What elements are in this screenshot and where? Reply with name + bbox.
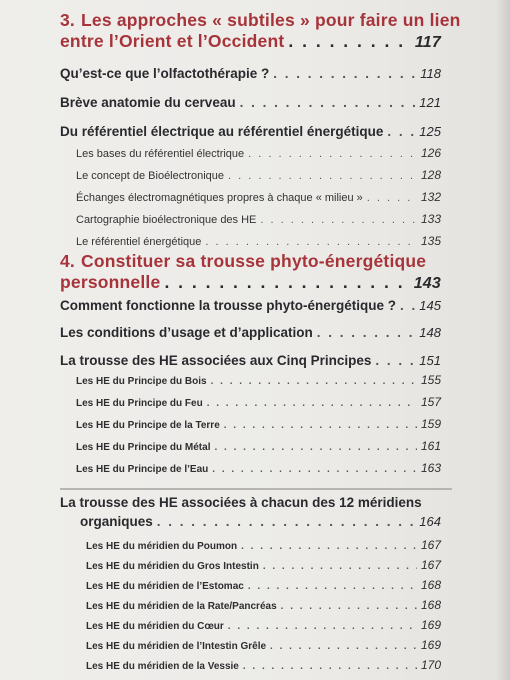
toc-subsection: Les HE du méridien de la Rate/Pancréas . . . 168	[86, 598, 441, 612]
chapter-4-title: Constituer sa trousse phyto-énergétique	[81, 251, 427, 271]
chapter-4-title-line1	[60, 251, 426, 272]
toc-section: organiques . . . 164	[80, 514, 441, 529]
leader-dots	[164, 272, 409, 293]
toc-section-multiline: La trousse des HE associées à chacun des 12 méridiens	[60, 495, 422, 510]
toc-subsection: Le référentiel énergétique . . . 135	[76, 234, 441, 248]
chapter-4-page: 143	[413, 275, 441, 292]
toc-subsection: Le concept de Bioélectronique . . . 128	[76, 168, 441, 182]
toc-section: La trousse des HE associées aux Cinq Principes . . . 151	[60, 353, 441, 368]
toc-section: Les conditions d’usage et d’application . . . 148	[60, 325, 441, 340]
toc-subsection: Les HE du Principe de l’Eau . . . 163	[76, 461, 441, 475]
toc-subsection: Cartographie bioélectronique des HE . . . 133	[76, 212, 441, 226]
toc-subsection: Les HE du Principe du Feu . . . 157	[76, 395, 441, 409]
chapter-4-title-cont: personnelle	[60, 272, 161, 292]
section-divider	[60, 488, 452, 490]
leader-dots	[288, 31, 410, 52]
toc-section: Brève anatomie du cerveau . . . 121	[60, 95, 441, 110]
toc-subsection: Les HE du méridien du Cœur . . . 169	[86, 618, 441, 632]
chapter-3-entry	[60, 31, 441, 52]
toc-section: Comment fonctionne la trousse phyto-énergétique ? . . . 145	[60, 298, 441, 313]
toc-section: Qu’est-ce que l’olfactothérapie ? . . . 118	[60, 66, 441, 81]
toc-section: Du référentiel électrique au référentiel énergétique . . . 125	[60, 124, 441, 139]
toc-subsection: Les bases du référentiel électrique . . . 126	[76, 146, 441, 160]
chapter-3-number: 3.	[60, 10, 75, 30]
toc-subsection: Les HE du Principe du Métal . . . 161	[76, 439, 441, 453]
chapter-3-title-line1	[60, 10, 461, 31]
toc-subsection: Les HE du méridien du Gros Intestin . . . 167	[86, 558, 441, 572]
chapter-4-number: 4.	[60, 251, 75, 271]
chapter-3-title-cont: entre l’Orient et l’Occident	[60, 31, 285, 51]
toc-subsection: Les HE du méridien de l’Estomac . . . 168	[86, 578, 441, 592]
toc-subsection: Les HE du méridien de l’Intestin Grêle . . . 169	[86, 638, 441, 652]
chapter-4-entry	[60, 272, 441, 293]
toc-subsection: Échanges électromagnétiques propres à chaque « milieu » . . . 132	[76, 190, 441, 204]
toc-subsection: Les HE du méridien de la Vessie . . . 170	[86, 658, 441, 672]
toc-subsection: Les HE du méridien du Poumon . . . 167	[86, 538, 441, 552]
chapter-3-title: Les approches « subtiles » pour faire un lien	[81, 10, 461, 30]
toc-subsection: Les HE du Principe de la Terre . . . 159	[76, 417, 441, 431]
toc-subsection: Les HE du Principe du Bois . . . 155	[76, 373, 441, 387]
chapter-3-page: 117	[414, 34, 441, 51]
